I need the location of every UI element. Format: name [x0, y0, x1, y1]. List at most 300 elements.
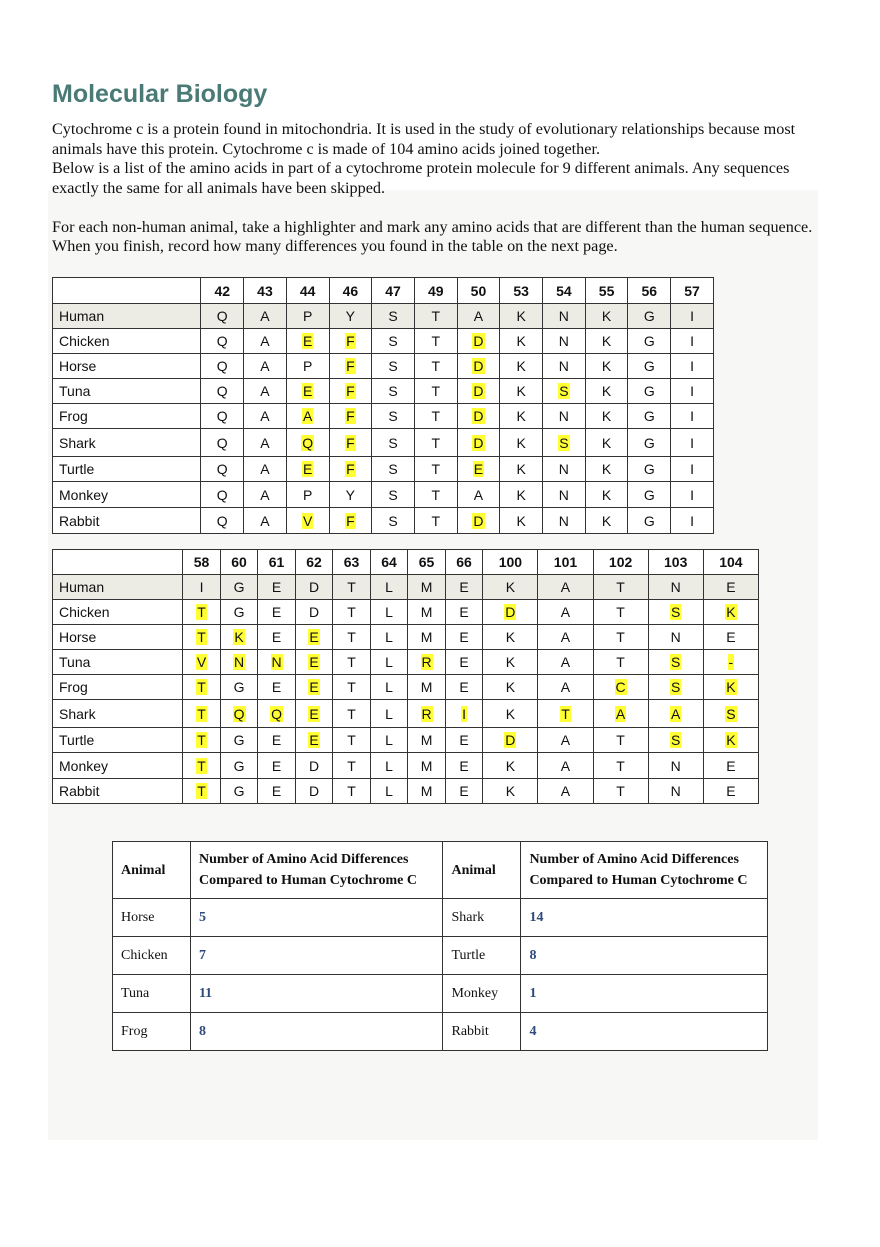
- amino-acid: K: [601, 383, 612, 399]
- animal-name: Rabbit: [53, 779, 183, 804]
- amino-acid: A: [560, 757, 571, 774]
- amino-acid-cell: [408, 779, 446, 804]
- amino-acid-cell: [370, 625, 408, 650]
- amino-acid: N: [670, 783, 681, 799]
- amino-acid-cell: [258, 575, 296, 600]
- highlighted-amino-acid: F: [346, 434, 355, 451]
- right-animal: Rabbit: [443, 1013, 521, 1051]
- amino-acid-cell: [295, 600, 333, 625]
- amino-acid: T: [347, 732, 356, 748]
- amino-acid: N: [558, 333, 569, 349]
- amino-acid: G: [643, 408, 655, 424]
- amino-acid-cell: [244, 508, 287, 534]
- amino-acid-cell: [445, 600, 483, 625]
- amino-acid-cell: [372, 329, 415, 354]
- amino-acid-cell: [703, 675, 758, 700]
- amino-acid: Q: [216, 461, 228, 477]
- left-animal: Frog: [113, 1013, 191, 1051]
- highlighted-amino-acid: A: [302, 408, 313, 424]
- amino-acid-cell: [244, 404, 287, 429]
- amino-acid-cell: [244, 379, 287, 404]
- amino-acid: I: [199, 579, 204, 595]
- amino-acid: I: [690, 486, 694, 503]
- position-header: 44: [286, 278, 329, 304]
- amino-acid-cell: [258, 675, 296, 700]
- amino-acid: M: [420, 629, 433, 645]
- position-header: 62: [295, 550, 333, 575]
- highlighted-amino-acid: T: [561, 705, 570, 722]
- amino-acid-cell: [329, 304, 372, 329]
- amino-acid-cell: [671, 404, 714, 429]
- animal-row-horse: [53, 625, 759, 650]
- amino-acid-cell: [671, 508, 714, 534]
- amino-acid-cell: [585, 482, 628, 508]
- animal-row-human: [53, 304, 714, 329]
- animal-row-human: [53, 575, 759, 600]
- amino-acid-cell: [201, 304, 244, 329]
- position-header: 43: [244, 278, 287, 304]
- amino-acid: T: [347, 679, 356, 695]
- amino-acid-cell: [414, 482, 457, 508]
- amino-acid-cell: [220, 600, 258, 625]
- amino-acid: E: [459, 579, 469, 595]
- highlighted-amino-acid: E: [302, 461, 313, 477]
- amino-acid: M: [420, 579, 433, 595]
- highlighted-amino-acid: D: [473, 408, 484, 424]
- amino-acid: K: [516, 333, 526, 349]
- amino-acid-cell: [372, 379, 415, 404]
- amino-acid: L: [385, 604, 393, 620]
- amino-acid-cell: [628, 429, 671, 457]
- amino-acid: K: [601, 333, 612, 349]
- amino-acid-cell: [414, 379, 457, 404]
- amino-acid: K: [505, 705, 516, 722]
- amino-acid-cell: [628, 404, 671, 429]
- highlighted-amino-acid: Q: [302, 434, 314, 451]
- highlighted-amino-acid: V: [196, 654, 207, 670]
- highlighted-amino-acid: D: [473, 434, 484, 451]
- position-header: 42: [201, 278, 244, 304]
- amino-acid-cell: [286, 304, 329, 329]
- amino-acid: E: [459, 732, 469, 748]
- amino-acid: D: [309, 757, 320, 774]
- amino-acid-cell: [333, 600, 371, 625]
- amino-acid-cell: [372, 457, 415, 482]
- amino-acid-cell: [500, 304, 543, 329]
- animal-name: Human: [53, 575, 183, 600]
- amino-acid: S: [388, 461, 398, 477]
- amino-acid-cell: [258, 600, 296, 625]
- amino-acid-cell: [585, 404, 628, 429]
- amino-acid-cell: [585, 329, 628, 354]
- amino-acid-cell: [329, 329, 372, 354]
- amino-acid: T: [616, 579, 625, 595]
- amino-acid: N: [558, 358, 569, 374]
- highlighted-amino-acid: T: [197, 679, 206, 695]
- amino-acid-cell: [648, 700, 703, 728]
- amino-acid-cell: [295, 753, 333, 779]
- amino-acid: T: [431, 358, 441, 374]
- amino-acid: T: [347, 579, 356, 595]
- position-header: 100: [483, 550, 538, 575]
- highlighted-amino-acid: D: [473, 383, 484, 399]
- highlighted-amino-acid: F: [346, 461, 355, 477]
- left-count: 5: [190, 899, 443, 937]
- amino-acid-cell: [500, 429, 543, 457]
- position-header: 60: [220, 550, 258, 575]
- highlighted-amino-acid: E: [309, 654, 319, 670]
- number-header-right: [521, 842, 768, 899]
- amino-acid: L: [385, 629, 393, 645]
- highlighted-amino-acid: E: [302, 333, 313, 349]
- amino-acid-cell: [370, 728, 408, 753]
- amino-acid: L: [385, 679, 393, 695]
- position-header-row: [53, 278, 714, 304]
- amino-acid-cell: [220, 728, 258, 753]
- amino-acid-cell: [445, 779, 483, 804]
- highlighted-amino-acid: I: [462, 705, 466, 722]
- highlighted-amino-acid: A: [615, 705, 626, 722]
- highlighted-amino-acid: C: [615, 679, 626, 695]
- amino-acid: G: [643, 512, 655, 529]
- amino-acid: G: [233, 732, 245, 748]
- amino-acid-cell: [538, 675, 593, 700]
- position-header: 101: [538, 550, 593, 575]
- amino-acid-cell: [500, 329, 543, 354]
- amino-acid: N: [558, 486, 569, 503]
- highlighted-amino-acid: E: [309, 732, 319, 748]
- amino-acid-cell: [414, 404, 457, 429]
- amino-acid: G: [643, 308, 655, 324]
- amino-acid-cell: [628, 304, 671, 329]
- amino-acid-cell: [201, 508, 244, 534]
- amino-acid-cell: [628, 379, 671, 404]
- amino-acid: I: [690, 461, 694, 477]
- highlighted-amino-acid: T: [197, 757, 206, 774]
- amino-acid: N: [558, 308, 569, 324]
- amino-acid-cell: [543, 508, 586, 534]
- amino-acid: A: [260, 486, 270, 503]
- animal-name: Frog: [53, 675, 183, 700]
- right-count: 14: [521, 899, 768, 937]
- amino-acid-cell: [414, 457, 457, 482]
- amino-acid-cell: [258, 779, 296, 804]
- highlighted-amino-acid: T: [197, 604, 206, 620]
- amino-acid-cell: [295, 650, 333, 675]
- highlighted-amino-acid: T: [197, 732, 206, 748]
- amino-acid-cell: [329, 508, 372, 534]
- amino-acid-cell: [648, 779, 703, 804]
- amino-acid: E: [271, 629, 282, 645]
- amino-acid: G: [643, 486, 655, 503]
- amino-acid: D: [309, 783, 320, 799]
- left-count: 8: [190, 1013, 443, 1051]
- amino-acid-cell: [258, 728, 296, 753]
- amino-acid: M: [420, 604, 433, 620]
- amino-acid-cell: [457, 457, 500, 482]
- number-header-left: [190, 842, 443, 899]
- amino-acid-cell: [648, 600, 703, 625]
- left-animal: Horse: [113, 899, 191, 937]
- amino-acid-cell: [500, 379, 543, 404]
- amino-acid-cell: [295, 700, 333, 728]
- amino-acid-cell: [593, 728, 648, 753]
- amino-acid: G: [643, 333, 655, 349]
- amino-acid-cell: [703, 650, 758, 675]
- highlighted-amino-acid: D: [505, 732, 516, 748]
- amino-acid-cell: [585, 354, 628, 379]
- amino-acid: K: [505, 783, 516, 799]
- position-header: 103: [648, 550, 703, 575]
- amino-acid: A: [260, 461, 270, 477]
- amino-acid-cell: [457, 304, 500, 329]
- amino-acid: N: [670, 629, 681, 645]
- amino-acid-cell: [201, 482, 244, 508]
- amino-acid: K: [601, 486, 612, 503]
- amino-acid-cell: [295, 575, 333, 600]
- amino-acid-cell: [408, 753, 446, 779]
- sequence-table-1: [52, 277, 714, 534]
- amino-acid: L: [385, 705, 393, 722]
- amino-acid-cell: [183, 753, 221, 779]
- amino-acid: E: [726, 757, 736, 774]
- animal-row-rabbit: [53, 779, 759, 804]
- position-header: 47: [372, 278, 415, 304]
- amino-acid-cell: [500, 404, 543, 429]
- amino-acid-cell: [703, 779, 758, 804]
- amino-acid: S: [388, 383, 398, 399]
- amino-acid-cell: [648, 575, 703, 600]
- animal-name: Chicken: [53, 329, 201, 354]
- amino-acid-cell: [500, 482, 543, 508]
- highlighted-amino-acid: D: [473, 333, 484, 349]
- corner-cell: [53, 278, 201, 304]
- amino-acid: K: [516, 486, 526, 503]
- amino-acid: K: [601, 358, 612, 374]
- amino-acid-cell: [286, 429, 329, 457]
- amino-acid-cell: [333, 650, 371, 675]
- amino-acid-cell: [329, 457, 372, 482]
- amino-acid-cell: [286, 329, 329, 354]
- amino-acid-cell: [593, 675, 648, 700]
- amino-acid: T: [347, 629, 356, 645]
- amino-acid-cell: [445, 650, 483, 675]
- amino-acid-cell: [333, 779, 371, 804]
- amino-acid-cell: [372, 482, 415, 508]
- amino-acid: S: [388, 486, 398, 503]
- amino-acid-cell: [500, 457, 543, 482]
- animal-row-chicken: [53, 600, 759, 625]
- highlighted-amino-acid: T: [197, 705, 206, 722]
- amino-acid-cell: [183, 728, 221, 753]
- intro-paragraph-2: Below is a list of the amino acids in part of a cytochrome protein molecule for 9 different animals. Any sequences exactly the same for all animals have been skipped.: [52, 159, 790, 197]
- amino-acid-cell: [258, 625, 296, 650]
- amino-acid-cell: [244, 304, 287, 329]
- amino-acid: T: [431, 408, 441, 424]
- position-header: 102: [593, 550, 648, 575]
- amino-acid-cell: [457, 508, 500, 534]
- intro-paragraph-1: Cytochrome c is a protein found in mitochondria. It is used in the study of evolutionary relationships because most animals have this protein. Cytochrome c is made of 104 amino acids joined together.: [52, 120, 796, 158]
- amino-acid-cell: [201, 329, 244, 354]
- animal-name: Turtle: [53, 457, 201, 482]
- amino-acid-cell: [671, 457, 714, 482]
- highlighted-amino-acid: K: [726, 679, 736, 695]
- amino-acid-cell: [286, 482, 329, 508]
- amino-acid-cell: [372, 304, 415, 329]
- position-header: 58: [183, 550, 221, 575]
- amino-acid-cell: [585, 508, 628, 534]
- position-header: 104: [703, 550, 758, 575]
- position-header: 54: [543, 278, 586, 304]
- amino-acid: I: [690, 408, 694, 424]
- amino-acid-cell: [628, 354, 671, 379]
- amino-acid-cell: [538, 779, 593, 804]
- amino-acid-cell: [543, 379, 586, 404]
- amino-acid-cell: [543, 457, 586, 482]
- amino-acid: E: [726, 629, 736, 645]
- amino-acid: K: [505, 579, 516, 595]
- amino-acid-cell: [585, 429, 628, 457]
- amino-acid-cell: [408, 650, 446, 675]
- amino-acid-cell: [483, 650, 538, 675]
- amino-acid-cell: [648, 675, 703, 700]
- amino-acid-cell: [483, 728, 538, 753]
- amino-acid-cell: [538, 600, 593, 625]
- page-title: Molecular Biology: [52, 80, 268, 108]
- amino-acid-cell: [370, 575, 408, 600]
- amino-acid-cell: [457, 404, 500, 429]
- amino-acid-cell: [457, 354, 500, 379]
- position-header: 61: [258, 550, 296, 575]
- differences-table: [112, 841, 768, 1051]
- amino-acid: A: [560, 629, 571, 645]
- amino-acid: N: [670, 757, 681, 774]
- amino-acid: M: [420, 732, 433, 748]
- amino-acid-cell: [648, 625, 703, 650]
- amino-acid: G: [233, 757, 245, 774]
- amino-acid-cell: [329, 379, 372, 404]
- amino-acid: I: [690, 434, 694, 451]
- animal-name: Horse: [53, 625, 183, 650]
- amino-acid-cell: [483, 675, 538, 700]
- amino-acid-cell: [220, 753, 258, 779]
- amino-acid-cell: [445, 753, 483, 779]
- highlighted-amino-acid: R: [421, 705, 432, 722]
- amino-acid-cell: [628, 457, 671, 482]
- animal-name: Rabbit: [53, 508, 201, 534]
- amino-acid: I: [690, 333, 694, 349]
- amino-acid-cell: [414, 329, 457, 354]
- animal-name: Monkey: [53, 482, 201, 508]
- amino-acid: T: [347, 783, 356, 799]
- amino-acid: M: [420, 783, 433, 799]
- amino-acid-cell: [408, 575, 446, 600]
- position-header-row: [53, 550, 759, 575]
- amino-acid-cell: [671, 354, 714, 379]
- amino-acid: N: [558, 408, 569, 424]
- amino-acid-cell: [201, 354, 244, 379]
- amino-acid-cell: [370, 600, 408, 625]
- amino-acid: K: [601, 308, 612, 324]
- amino-acid-cell: [483, 779, 538, 804]
- amino-acid: N: [670, 579, 681, 595]
- animal-name: Frog: [53, 404, 201, 429]
- amino-acid-cell: [585, 457, 628, 482]
- amino-acid-cell: [538, 575, 593, 600]
- position-header: 64: [370, 550, 408, 575]
- position-header: 50: [457, 278, 500, 304]
- corner-cell: [53, 550, 183, 575]
- highlighted-amino-acid: E: [473, 461, 484, 477]
- amino-acid-cell: [538, 700, 593, 728]
- amino-acid: T: [431, 461, 441, 477]
- amino-acid-cell: [543, 304, 586, 329]
- amino-acid: E: [726, 783, 736, 799]
- number-header-line1: Number of Amino Acid Differences: [198, 852, 409, 867]
- amino-acid-cell: [703, 625, 758, 650]
- amino-acid-cell: [329, 354, 372, 379]
- amino-acid: S: [388, 333, 398, 349]
- amino-acid: A: [260, 358, 270, 374]
- amino-acid-cell: [286, 379, 329, 404]
- amino-acid-cell: [648, 650, 703, 675]
- highlighted-amino-acid: E: [309, 679, 319, 695]
- amino-acid: K: [601, 461, 612, 477]
- amino-acid-cell: [372, 429, 415, 457]
- amino-acid-cell: [183, 625, 221, 650]
- amino-acid: E: [271, 757, 282, 774]
- amino-acid-cell: [370, 753, 408, 779]
- amino-acid-cell: [220, 779, 258, 804]
- amino-acid-cell: [543, 404, 586, 429]
- amino-acid: A: [260, 408, 270, 424]
- highlighted-amino-acid: S: [671, 604, 681, 620]
- position-header: 49: [414, 278, 457, 304]
- amino-acid-cell: [483, 700, 538, 728]
- amino-acid: E: [459, 679, 469, 695]
- amino-acid-cell: [408, 625, 446, 650]
- highlighted-amino-acid: F: [346, 358, 355, 374]
- amino-acid-cell: [370, 700, 408, 728]
- amino-acid: S: [388, 308, 398, 324]
- amino-acid-cell: [500, 508, 543, 534]
- amino-acid: Q: [216, 408, 228, 424]
- number-header-line1: Number of Amino Acid Differences: [529, 852, 739, 867]
- highlighted-amino-acid: E: [302, 383, 313, 399]
- position-header: 55: [585, 278, 628, 304]
- highlighted-amino-acid: V: [302, 512, 313, 529]
- amino-acid: T: [431, 383, 441, 399]
- amino-acid-cell: [585, 379, 628, 404]
- highlighted-amino-acid: F: [346, 512, 355, 529]
- amino-acid-cell: [329, 404, 372, 429]
- amino-acid-cell: [183, 575, 221, 600]
- amino-acid: Q: [216, 333, 228, 349]
- amino-acid: A: [560, 654, 571, 670]
- amino-acid-cell: [258, 753, 296, 779]
- amino-acid: E: [271, 579, 282, 595]
- amino-acid: A: [560, 783, 571, 799]
- amino-acid: G: [643, 383, 655, 399]
- amino-acid: G: [233, 783, 245, 799]
- amino-acid: M: [420, 757, 433, 774]
- amino-acid: T: [616, 604, 625, 620]
- animal-row-rabbit: [53, 508, 714, 534]
- amino-acid: L: [385, 757, 393, 774]
- amino-acid: A: [473, 486, 484, 503]
- position-header: 53: [500, 278, 543, 304]
- amino-acid: T: [431, 434, 441, 451]
